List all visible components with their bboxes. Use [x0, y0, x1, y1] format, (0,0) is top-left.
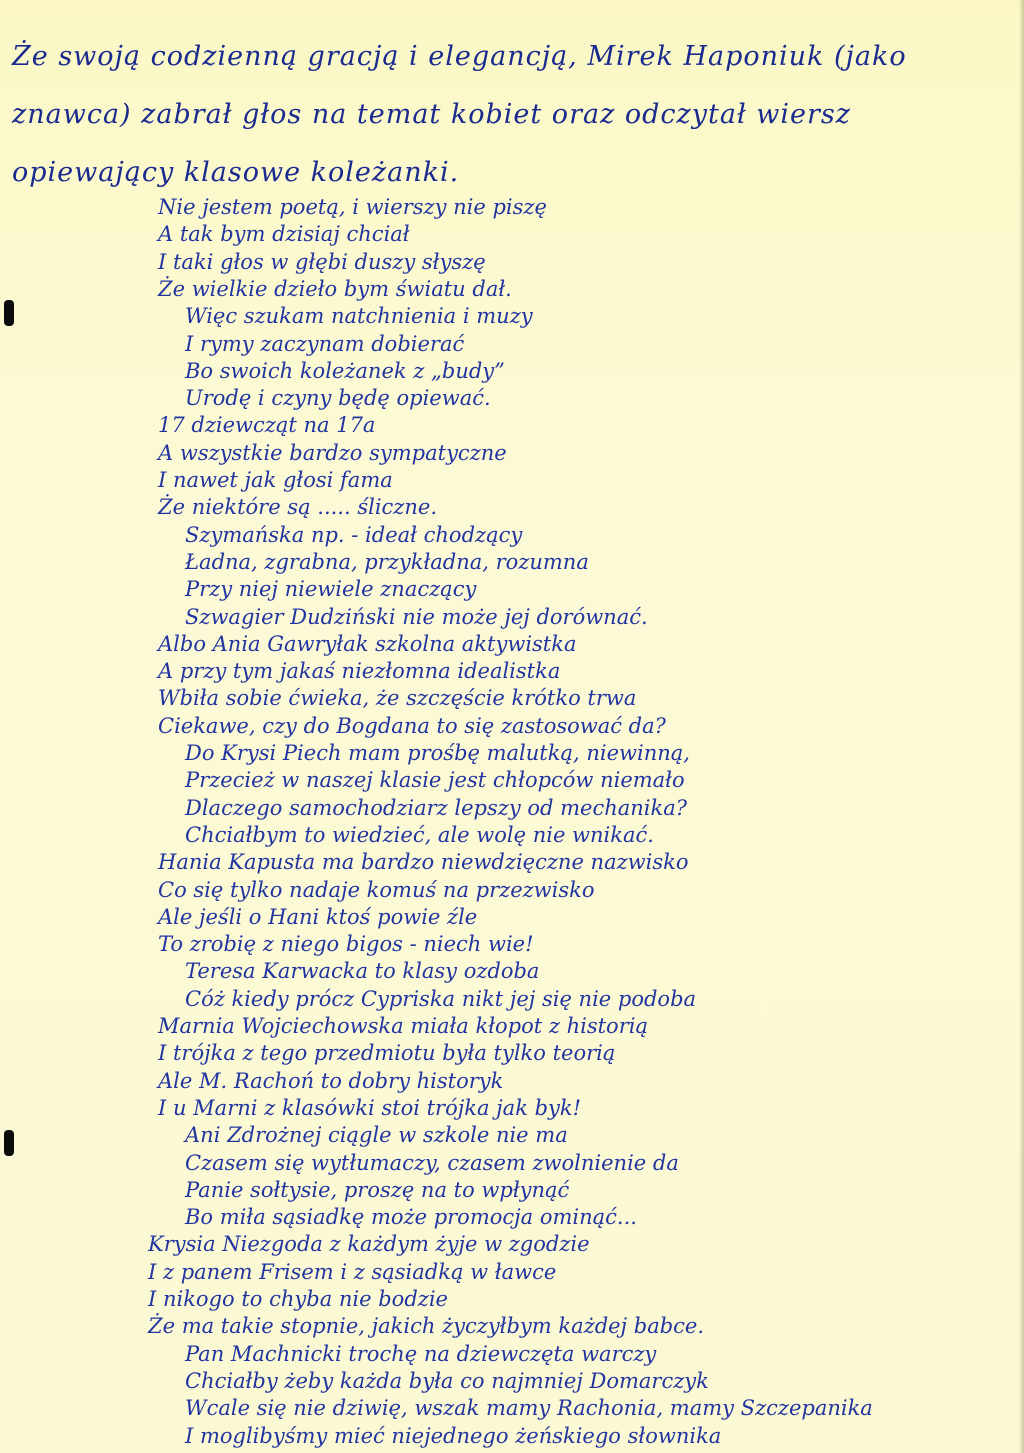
poem-line: Ale M. Rachoń to dobry historyk [158, 1068, 504, 1093]
poem-line: Do Krysi Piech mam prośbę malutką, niewinną, [185, 741, 690, 765]
poem-line: Co się tylko nadaje komuś na przezwisko [158, 877, 595, 902]
poem-line: Cóż kiedy prócz Cypriska nikt jej się nie podoba [185, 986, 697, 1011]
poem-line: I nikogo to chyba nie bodzie [148, 1287, 448, 1311]
poem-line: A przy tym jakaś niezłomna idealistka [158, 659, 561, 684]
poem-line: Chciałby żeby każda była co najmniej Domarczyk [185, 1368, 709, 1393]
poem-line: Dlaczego samochodziarz lepszy od mechanika? [185, 795, 688, 820]
poem-line: Szymańska np. - ideał chodzący [185, 522, 523, 547]
poem-line: I u Marni z klasówki stoi trójka jak byk! [158, 1095, 582, 1120]
poem-line: I nawet jak głosi fama [158, 468, 393, 492]
poem-line: Hania Kapusta ma bardzo niewdzięczne nazwisko [158, 850, 689, 875]
poem-line: A wszystkie bardzo sympatyczne [158, 440, 507, 465]
intro-paragraph: Że swoją codzienną gracją i elegancją, Mirek Haponiuk (jako znawca) zabrał głos na temat kobiet oraz odczytał wiersz opiewający klasowe koleżanki. [12, 41, 907, 188]
poem-line: Czasem się wytłumaczy, czasem zwolnienie da [185, 1150, 679, 1175]
poem-line: Ładna, zgrabna, przykładna, rozumna [185, 549, 589, 574]
poem-line: Ciekawe, czy do Bogdana to się zastosować da? [158, 713, 666, 738]
poem-line: Ani Zdrożnej ciągle w szkole nie ma [185, 1123, 568, 1148]
poem-line: I taki głos w głębi duszy słyszę [158, 249, 486, 274]
poem-line: Więc szukam natchnienia i muzy [185, 304, 533, 329]
poem-line: Nie jestem poetą, i wierszy nie piszę [158, 195, 547, 219]
poem-line: Krysia Niezgoda z każdym żyje w zgodzie [148, 1232, 590, 1257]
poem-line: Przy niej niewiele znaczący [185, 577, 477, 602]
poem-line: Panie sołtysie, proszę na to wpłynąć [185, 1177, 570, 1202]
poem-line: Albo Ania Gawryłak szkolna aktywistka [158, 631, 577, 656]
poem-line: Marnia Wojciechowska miała kłopot z historią [158, 1014, 648, 1038]
poem-line: Wcale się nie dziwię, wszak mamy Rachonia, mamy Szczepanika [185, 1396, 873, 1421]
poem-line: Teresa Karwacka to klasy ozdoba [185, 959, 540, 984]
poem-line: I moglibyśmy mieć niejednego żeńskiego słownika [185, 1423, 722, 1448]
poem-line: Chciałbym to wiedzieć, ale wolę nie wnikać. [185, 822, 654, 847]
poem-line: I rymy zaczynam dobierać [185, 331, 465, 356]
poem-line: Przecież w naszej klasie jest chłopców niemało [185, 768, 685, 793]
poem-line: Wbiła sobie ćwieka, że szczęście krótko trwa [158, 686, 637, 711]
poem-line: Że niektóre są ..... śliczne. [158, 495, 437, 520]
poem-line: I z panem Frisem i z sąsiadką w ławce [148, 1259, 557, 1284]
poem-line: Że wielkie dzieło bym światu dał. [158, 276, 512, 301]
poem-line: Że ma takie stopnie, jakich życzyłbym każdej babce. [148, 1314, 705, 1339]
poem-line: Bo swoich koleżanek z „budy” [185, 358, 505, 383]
poem-line: Bo miła sąsiadkę może promocja ominąć... [185, 1205, 637, 1230]
poem-line: A tak bym dzisiaj chciał [158, 222, 410, 247]
poem-line: Urodę i czyny będę opiewać. [185, 386, 491, 411]
poem-line: I trójka z tego przedmiotu była tylko teorią [158, 1041, 616, 1066]
poem-line: To zrobię z niego bigos - niech wie! [158, 932, 534, 957]
poem-line: Ale jeśli o Hani ktoś powie źle [158, 904, 478, 929]
poem-line: Pan Machnicki trochę na dziewczęta warczy [185, 1341, 657, 1366]
poem-line: 17 dziewcząt na 17a [158, 413, 376, 438]
poem-line: Szwagier Dudziński nie może jej dorównać. [185, 604, 648, 629]
poem [0, 180, 1024, 1448]
